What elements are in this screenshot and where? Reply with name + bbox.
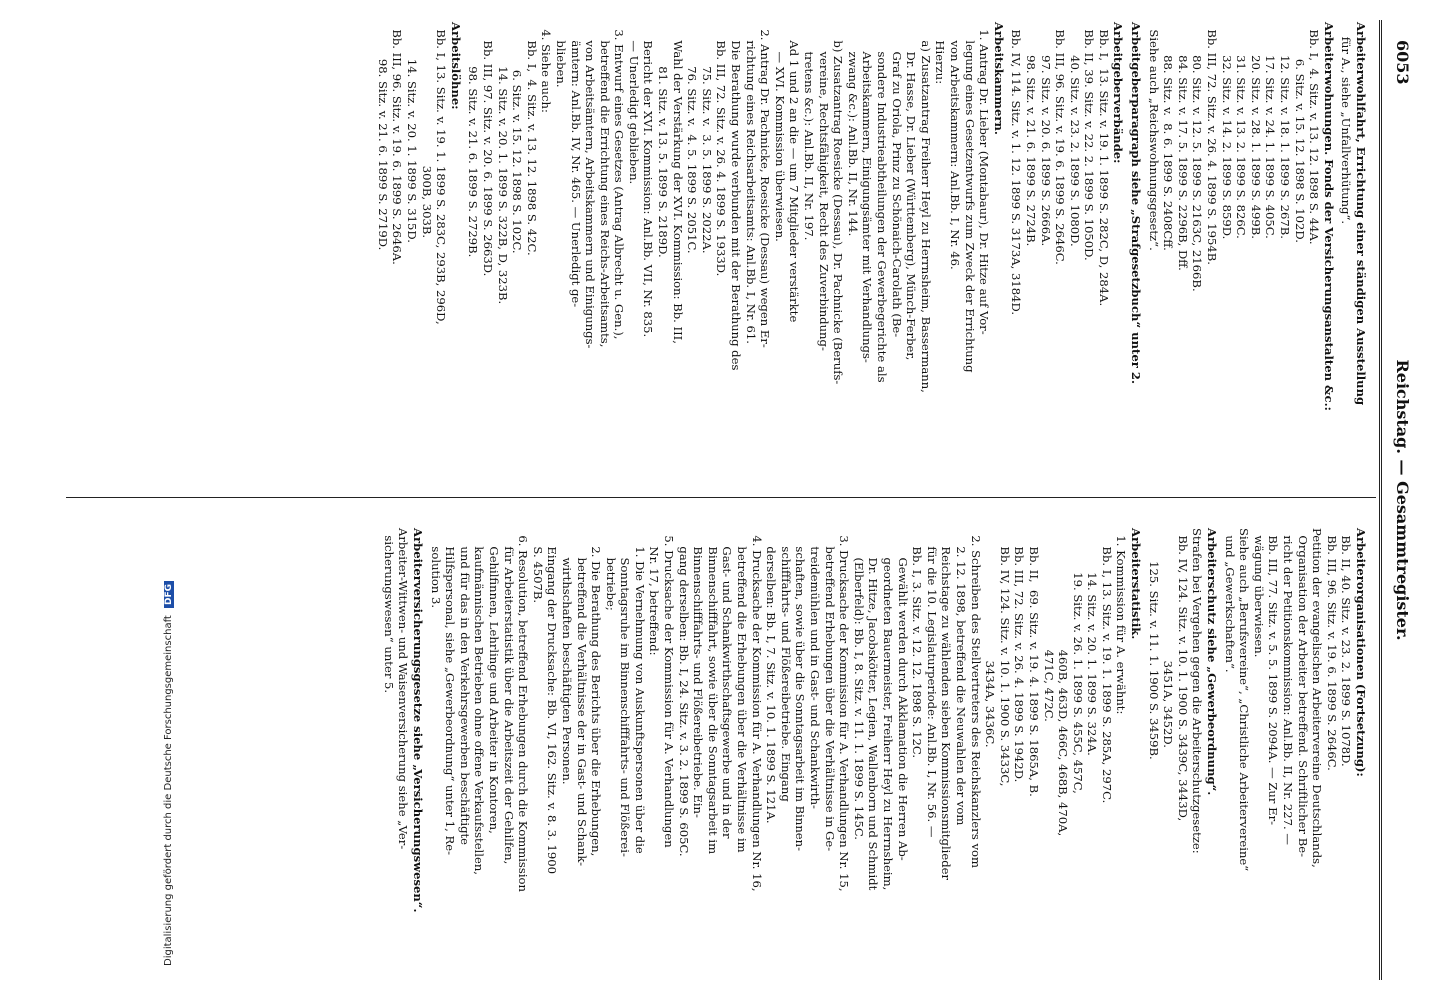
entry-line: Bb. III, 97. Sitz. v. 20. 6. 1899 S. 2663D. (480, 22, 495, 277)
entry-line: 1. Antrag Dr. Lieber (Montabaur), Dr. Hitze auf Vor- (977, 22, 992, 335)
entry-line: Bb. I, 13. Sitz. v. 19. 1. 1899 S. 283C, 293B, 296D, (434, 22, 449, 325)
entry-line: 14. Sitz. v. 20. 1. 1899 S. 315D. (405, 22, 419, 243)
register-entry (1009, 22, 1126, 472)
entry-line: 98. Sitz. v. 21. 6. 1899 S. 2719D. (375, 22, 390, 251)
register-entry (381, 528, 425, 978)
entry-line: Bb. IV, 124. Sitz. v. 10. 1. 1900 S. 3439C, 3443D, (1175, 528, 1190, 822)
entry-line: Wahl der Verstärkung der XVI. Kommission: Bb. III, (670, 22, 685, 344)
entry-heading: Arbeitgeberparagraph siehe „Strafgesetzbuch“ unter 2. (1129, 22, 1144, 385)
page-title: Reichstag. — Gesammtregister. (1393, 359, 1412, 641)
entry-line: 19. Sitz. v. 26. 1. 1899 S. 455C, 457C, (1070, 528, 1085, 794)
entry-heading: Arbeiterversicherungsgesetze siehe „Versicherungswesen“. (411, 528, 425, 913)
entry-line: sicherungswesen“ unter 5. (381, 528, 396, 694)
entry-heading: Arbeiterorganisationen (Fortsetzung): (1354, 528, 1368, 777)
entry-line: 98. Sitz. v. 21. 6. 1899 S. 2729B. (466, 22, 481, 258)
entry-line: Bb. I, 3. Sitz. v. 12. 12. 1898 S. 12C. (910, 528, 925, 758)
entry-line: Bb. III, 96. Sitz. v. 19. 6. 1899 S. 2646C. (1324, 528, 1339, 771)
entry-line: Bb. I, 4. Sitz. v. 13. 12. 1898 S. 42C. (524, 22, 539, 256)
entry-line: 88. Sitz. v. 8. 6. 1899 S. 2408Cff. (1161, 22, 1176, 251)
entry-line: Hierzu: (933, 22, 948, 85)
register-entry (375, 22, 463, 472)
entry-line: von Arbeitskammern: Anl.Bb. I, Nr. 46. (947, 22, 962, 270)
register-entry (1146, 528, 1219, 978)
entry-line: für Arbeiterstatistik über die Arbeitszeit der Gehilfen, (501, 528, 516, 865)
entry-line: 80. Sitz. v. 12. 5. 1899 S. 2163C, 2166B. (1190, 22, 1205, 292)
entry-line: schifffahrts- und Flößereibetriebe. Eingang (778, 528, 793, 802)
entry-line: Bb. IV, 124. Sitz. v. 10. 1. 1900 S. 3433C, (997, 528, 1012, 787)
digitization-note (163, 6, 174, 966)
entry-line: 6. Sitz. v. 15. 12. 1898 S. 102C. (510, 22, 525, 254)
entry-line: 31. Sitz. v. 13. 2. 1899 S. 826C. (1234, 22, 1249, 239)
entry-line: Hilfspersonal, siehe „Gewerbeordnung“ unter 1, Re- (443, 528, 458, 855)
entry-line: 76. Sitz. v. 4. 5. 1899 S. 2051C. (685, 22, 700, 254)
entry-line: Gehilfinnen, Lehrlinge und Arbeiter in Kontoren, (486, 528, 501, 834)
entry-line: Reichstage zu wählenden sieben Kommissionsmitglieder (939, 528, 954, 881)
entry-line: Dr. Hitze, Jacobskötter, Legien, Wallenborn und Schmidt (866, 528, 881, 891)
entry-heading: Arbeitgeberverbände: (1111, 22, 1126, 164)
entry-line: Gast- und Schankwirthschaftsgewerbe und in der (720, 528, 735, 839)
entry-line: Bb. I, 4. Sitz. v. 13. 12. 1898 S. 44A. (1307, 22, 1322, 245)
entry-line: a) Zusatzantrag Freiherr Heyl zu Herrnsheim, Bassermann, (918, 22, 933, 393)
entry-line: betreffend die Errichtung eines Reichs-Arbeitsamts, (597, 22, 612, 348)
entry-line: 75. Sitz. v. 3. 5. 1899 S. 2022A. (699, 22, 714, 254)
entry-line: 14. Sitz. v. 20. 1. 1899 S. 324A. (1085, 528, 1100, 756)
digitization-text: Digitalisierung gefördert durch die Deutsche Forschungsgemeinschaft (163, 615, 174, 966)
entry-line: sondere Industrieabtheilungen der Gewerbegerichte als (875, 22, 889, 383)
entry-line: Bb. III, 72. Sitz. v. 26. 4. 1899 S. 1954B. (1205, 22, 1220, 265)
entry-line: 5. Drucksache der Kommission für A. Verhandlungen (662, 528, 677, 848)
entry-line: geordneten Bauermeister, Freiherr Heyl zu Herrnsheim, (881, 528, 895, 891)
entry-line: 17. Sitz. v. 24. 1. 1899 S. 405C. (1263, 22, 1278, 239)
entry-line: 81. Sitz. v. 13. 5. 1899 S. 2189D. (656, 22, 671, 258)
left-column (372, 22, 1368, 472)
entry-line: 97. Sitz. v. 20. 6. 1899 S. 2666A. (1038, 22, 1053, 247)
entry-heading: Arbeiterschutz siehe „Gewerbeordnung“. (1205, 528, 1220, 796)
entry-line: 3451A, 3452D. (1161, 528, 1176, 748)
entry-line: wägung überwiesen. (1251, 528, 1266, 658)
header-rule (1379, 20, 1382, 980)
entry-line: für A., siehe „Unfallverhütung“. (1339, 22, 1354, 225)
entry-line: betreffend die Verhältnisse der in Gast- und Schank- (574, 528, 589, 867)
entry-line: kaufmännischen Betrieben ohne offene Verkaufsstellen, (472, 528, 487, 875)
entry-line: Bb. II, 69. Sitz. v. 19. 4. 1899 S. 1865A, B. (1026, 528, 1041, 797)
entry-line: Die Berathung wurde verbunden mit der Berathung des (729, 22, 744, 371)
entry-line: — Unerledigt geblieben. (626, 22, 641, 185)
entry-line: 125. Sitz. v. 11. 1. 1900 S. 3459B. (1146, 528, 1161, 760)
entry-line: legung eines Gesetzentwurfs zum Zweck der Errichtung (962, 22, 977, 373)
entry-line: richt der Petitionskommission: Anl.Bb. II, Nr. 227. — (1281, 528, 1296, 846)
register-entry (466, 22, 1006, 472)
entry-line: 6. Resolution, betreffend Erhebungen durch die Kommission (516, 528, 531, 892)
entry-line: S. 4507B. (530, 528, 545, 604)
entry-line: 2. Die Berathung des Berichts über die Erhebungen, (589, 528, 604, 857)
entry-heading: Arbeitskammern. (991, 22, 1006, 135)
entry-line: 3. Entwurf eines Gesetzes (Antrag Albrecht u. Gen.), (612, 22, 627, 340)
entry-line: — XVI. Kommission überwiesen. (772, 22, 787, 242)
entry-line: zwang &c.): Anl.Bb. II, Nr. 144. (845, 22, 860, 237)
entry-line: Bb. II, 39. Sitz. v. 22. 2. 1899 S. 1050D. (1082, 22, 1097, 261)
entry-line: Binnenschifffahrt, sowie über die Sonntagsarbeit im (705, 528, 720, 855)
entry-line: Bb. IV, 114. Sitz. v. 1. 12. 1899 S. 3173A, 3184D. (1009, 22, 1024, 316)
entry-heading: Arbeitslöhne: (448, 22, 463, 110)
entry-heading: Arbeiterwohlfahrt, Errichtung einer ständigen Ausstellung (1354, 22, 1368, 406)
entry-line: Bb. III, 72. Sitz. v. 26. 4. 1899 S. 1942D. (1012, 528, 1027, 783)
entry-line: Arbeiter-Wittwen- und Waisenversicherung siehe „Ver- (396, 528, 411, 850)
entry-line: richtung eines Reichsarbeitsamts: Anl.Bb. I, Nr. 61. (743, 22, 758, 344)
entry-line: 4. Siehe auch: (539, 22, 554, 113)
entry-line: b) Zusatzantrag Roesicke (Dessau), Dr. Pachnicke (Berufs- (831, 22, 846, 385)
running-head (1386, 40, 1412, 960)
entry-line: Strafen bei Vergehen gegen die Arbeiterschutzgesetze: (1190, 528, 1205, 854)
entry-line: Bb. I, 13. Sitz. v. 19. 1. 1899 S. 282C, D, 284A. (1096, 22, 1111, 307)
entry-line: betriebe; (603, 528, 618, 611)
entry-line: 2. Antrag Dr. Pachnicke, Roesicke (Dessau) wegen Er- (758, 22, 773, 348)
entry-line: Bb. III, 77. Sitz. v. 5. 5. 1899 S. 2094A. — Zur Er- (1266, 528, 1281, 826)
column-divider (66, 497, 1376, 498)
entry-line: tretens &c.): Anl.Bb. II, Nr. 197. (802, 22, 817, 241)
entry-line: Bb. I, 13. Sitz. v. 19. 1. 1899 S. 285A, 297C. (1099, 528, 1114, 804)
entry-line: 6. Sitz. v. 15. 12. 1898 S. 102D. (1292, 22, 1307, 243)
entry-line: 300B, 303B. (419, 22, 434, 239)
register-entry (1222, 528, 1368, 978)
entry-line: Bb. II, 40. Sitz. v. 23. 2. 1899 S. 1078D. (1339, 528, 1354, 767)
entry-line: Bericht der XVI. Kommission: Anl.Bb. VII, Nr. 835. (641, 22, 656, 338)
entry-line: 84. Sitz. v. 17. 5. 1899 S. 2296B, Dff. (1175, 22, 1190, 271)
entry-line: Arbeitskammern, Einigungsämter mit Verhandlungs- (860, 22, 875, 363)
page-number: 6053 (1393, 40, 1412, 85)
entry-line: betreffend Erhebungen über die Verhältnisse in Ge- (822, 528, 837, 852)
entry-line: treidemühlen und in Gast- und Schankwirth- (808, 528, 823, 809)
entry-line: Binnenschifffahrts- und Flößereibetriebe. Ein- (691, 528, 706, 818)
entry-line: Siehe auch „Berufsvereine“, „Christliche Arbeitervereine“ (1237, 528, 1252, 872)
entry-line: Graf zu Oriola, Prinz zu Schönaich-Carolath (Be- (889, 22, 904, 338)
entry-line: schaften, sowie über die Sonntagsarbeit im Binnen- (793, 528, 808, 852)
entry-line: 3. Drucksache der Kommission für A. Verhandlungen Nr. 15, (837, 528, 852, 892)
entry-line: für die 10. Legislaturperiode: Anl.Bb. I, Nr. 56. — (924, 528, 939, 838)
entry-line: Bb. III, 96. Sitz. v. 19. 6. 1899 S. 2646C. (1053, 22, 1068, 265)
entry-line: 1. Kommission für A. erwähnt: (1114, 528, 1129, 715)
entry-line: von Arbeitsämtern, Arbeitskammern und Einigungs- (583, 22, 598, 349)
entry-line: Petition der evangelischen Arbeitervereine Deutschlands, (1310, 528, 1325, 868)
entry-line: 3434A, 3436C. (983, 528, 998, 748)
entry-line: solution 3. (428, 528, 443, 609)
entry-line: Gewählt werden durch Akklamation die Herren Ab- (895, 528, 910, 861)
entry-line: ämtern: Anl.Bb. IV, Nr. 465. — Unerledigt ge- (568, 22, 583, 308)
entry-line: 460B, 463D, 466C, 468B, 470A, (1056, 528, 1071, 837)
entry-heading: Arbeiterwohnungen. Fonds der Versicherungsanstalten &c.: (1321, 22, 1336, 411)
entry-line: 2. 12. 1898, betreffend die Neuwahlen der vom (953, 528, 968, 826)
entry-line: und „Gewerkschaften“. (1222, 528, 1237, 673)
entry-line: Sonntagsruhe im Binnenschifffahrts- und Flößerei- (618, 528, 633, 857)
entry-line: Bb. III, 72. Sitz. v. 26. 4. 1899 S. 1933D. (714, 22, 729, 277)
register-entry (1129, 22, 1144, 472)
register-entry (1146, 22, 1336, 472)
entry-line: Dr. Hasse, Dr. Lieber (Württemberg), Münch-Ferber, (904, 22, 919, 361)
entry-line: 20. Sitz. v. 28. 1. 1899 S. 499B. (1248, 22, 1263, 239)
entry-line: 14. Sitz. v. 20. 1. 1899 S. 322B, D, 323B. (495, 22, 510, 305)
entry-line: vereine, Rechtsfähigkeit, Recht des Zuverbindung- (816, 22, 831, 351)
entry-line: 40. Sitz. v. 23. 2. 1899 S. 1080D. (1067, 22, 1082, 247)
entry-line: wirthschaften beschäftigten Personen. (559, 528, 574, 785)
entry-line: Siehe auch „Reichswohnungsgesetz“. (1146, 22, 1161, 251)
dfg-logo: DFG (164, 581, 174, 608)
entry-line: 4. Drucksache der Kommission für A. Verhandlungen Nr. 16, (749, 528, 764, 892)
right-column (378, 528, 1368, 978)
entry-line: und für das in den Verkehrsgewerben beschäftigte (457, 528, 472, 846)
entry-line: 2. Schreiben des Stellvertreters des Reichskanzlers vom (968, 528, 983, 868)
entry-line: Organisation der Arbeiter betreffend. Schriftlicher Be- (1295, 528, 1310, 858)
entry-line: 98. Sitz. v. 21. 6. 1899 S. 2724B. (1023, 22, 1038, 247)
entry-line: 12. Sitz. v. 18. 1. 1899 S. 267B. (1278, 22, 1293, 239)
entry-line: 471C, 472C. (1041, 528, 1056, 722)
entry-heading: Arbeiterstatistik. (1129, 528, 1144, 640)
entry-line: 1. Die Vernehmung von Auskunftspersonen über die (632, 528, 647, 854)
entry-line: gang derselben: Bb. I, 24. Sitz. v. 3. 2. 1899 S. 605C. (676, 528, 691, 857)
entry-line: Nr. 17, betreffend: (647, 528, 662, 656)
entry-line: Ad 1 und 2 an die — um 7 Mitglieder verstärkte (787, 22, 802, 323)
entry-line: Bb. III, 96. Sitz. v. 19. 6. 1899 S. 2646A. (390, 22, 405, 265)
entry-line: betreffend die Erhebungen über die Verhältnisse im (735, 528, 750, 853)
entry-line: derselben: Bb. I, 7. Sitz. v. 10. 1. 1899 S. 121A. (764, 528, 779, 824)
register-entry (1339, 22, 1368, 472)
entry-line: blieben. (553, 22, 568, 88)
entry-line: 32. Sitz. v. 14. 2. 1899 S. 859D. (1219, 22, 1234, 240)
entry-line: (Elberfeld): Bb. I, 8. Sitz. v. 11. 1. 1899 S. 145C. (851, 528, 866, 840)
entry-line: Eingang der Drucksache: Bb. VI, 162. Sitz. v. 8. 3. 1900 (545, 528, 560, 875)
register-entry (428, 528, 1143, 978)
